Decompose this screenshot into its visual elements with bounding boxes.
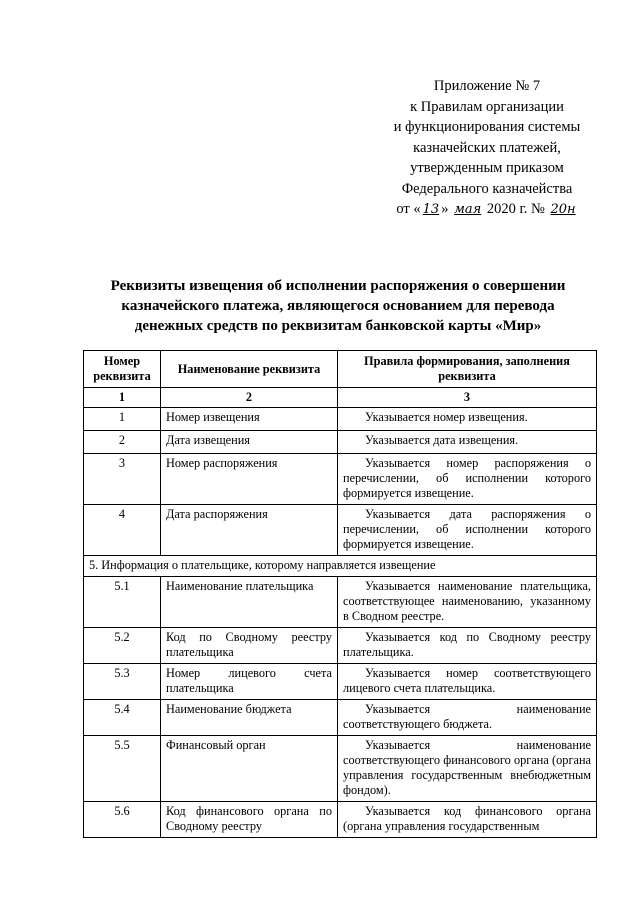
- row-rule: Указывается код финансового органа (органа управления государственным: [338, 802, 597, 838]
- table-row: [84, 408, 597, 431]
- table-row: [84, 628, 597, 664]
- row-name: Дата распоряжения: [161, 505, 338, 556]
- table-row: [84, 431, 597, 454]
- table-row: [84, 700, 597, 736]
- row-number: 3: [84, 454, 161, 505]
- row-number: 5.5: [84, 736, 161, 802]
- approval-line: Федерального казначейства: [401, 180, 573, 197]
- row-rule: Указывается номер распоряжения о перечислении, об исполнении которого формируется извещение.: [338, 454, 597, 505]
- row-rule: Указывается наименование плательщика, соответствующее наименованию, указанному в Сводном реестре.: [338, 577, 597, 628]
- row-name: Финансовый орган: [161, 736, 338, 802]
- requisites-table: [83, 350, 597, 838]
- row-number: 5.4: [84, 700, 161, 736]
- approval-line: утвержденным приказом: [410, 160, 564, 176]
- date-prefix: от «: [396, 201, 421, 217]
- handwritten-month: мая: [454, 202, 482, 217]
- row-number: 5.1: [84, 577, 161, 628]
- row-name: Наименование бюджета: [161, 700, 338, 736]
- row-name: Дата извещения: [161, 431, 338, 454]
- row-name: Номер распоряжения: [161, 454, 338, 505]
- table-row: [84, 736, 597, 802]
- table-row: [84, 505, 597, 556]
- section-row: [84, 556, 597, 577]
- index-cell: 3: [338, 388, 597, 408]
- document-title: Реквизиты извещения об исполнении распоряжения о совершении казначейского платежа, являющегося основанием для перевода денежных средств по реквизитам банковской карты «Мир»: [110, 278, 566, 334]
- row-number: 4: [84, 505, 161, 556]
- row-rule: Указывается номер извещения.: [338, 408, 597, 431]
- row-name: Номер извещения: [161, 408, 338, 431]
- header-name: Наименование реквизита: [161, 351, 338, 388]
- row-number: 2: [84, 431, 161, 454]
- table-header-row: [84, 351, 597, 388]
- table-row: [84, 577, 597, 628]
- row-rule: Указывается наименование соответствующего финансового органа (органа управления государственным внебюджетным фондом).: [338, 736, 597, 802]
- approval-line: и функционирования системы: [393, 119, 581, 135]
- approval-line: к Правилам организации: [410, 98, 564, 115]
- row-rule: Указывается номер соответствующего лицевого счета плательщика.: [338, 664, 597, 700]
- order-year: 2020 г. №: [486, 201, 545, 217]
- row-number: 5.2: [84, 628, 161, 664]
- approval-line: казначейских платежей,: [413, 139, 561, 156]
- row-rule: Указывается наименование соответствующего бюджета.: [338, 700, 597, 736]
- row-name: Номер лицевого счета плательщика: [161, 664, 338, 700]
- index-cell: 2: [161, 388, 338, 408]
- header-rules: Правила формирования, заполнения реквизита: [338, 351, 597, 388]
- table-row: [84, 664, 597, 700]
- table-index-row: [84, 388, 597, 408]
- index-cell: 1: [84, 388, 161, 408]
- table-row: [84, 802, 597, 838]
- approval-block: [372, 76, 602, 221]
- row-name: Код финансового органа по Сводному реестру: [161, 802, 338, 838]
- row-rule: Указывается дата распоряжения о перечислении, об исполнении которого формируется извещение.: [338, 505, 597, 556]
- handwritten-day: 13: [422, 202, 440, 217]
- row-number: 5.6: [84, 802, 161, 838]
- handwritten-order-number: 20н: [550, 202, 576, 217]
- order-date-line: [372, 199, 602, 221]
- section-title: 5. Информация о плательщике, которому направляется извещение: [84, 556, 597, 577]
- row-number: 5.3: [84, 664, 161, 700]
- header-number: Номер реквизита: [84, 351, 161, 388]
- row-rule: Указывается дата извещения.: [338, 431, 597, 454]
- appendix-number: Приложение № 7: [433, 78, 541, 94]
- row-name: Код по Сводному реестру плательщика: [161, 628, 338, 664]
- row-rule: Указывается код по Сводному реестру плательщика.: [338, 628, 597, 664]
- date-sep: »: [441, 201, 449, 217]
- row-name: Наименование плательщика: [161, 577, 338, 628]
- row-number: 1: [84, 408, 161, 431]
- table-row: [84, 454, 597, 505]
